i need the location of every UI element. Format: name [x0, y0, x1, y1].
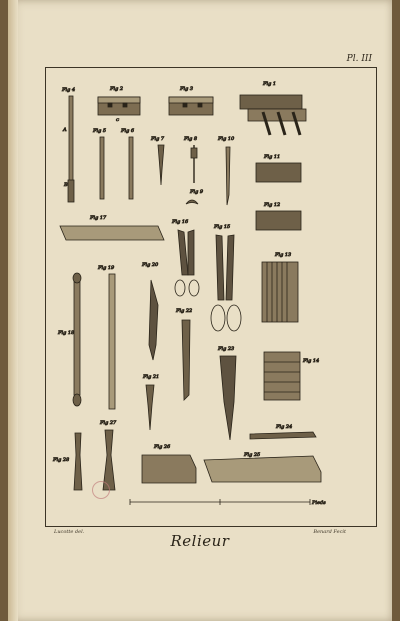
fig-9-claw: [186, 200, 198, 204]
fig-11-label: Fig 11: [264, 154, 281, 160]
fig-6-rod: [129, 137, 133, 199]
fig-25-label: Fig 25: [244, 452, 261, 458]
fig-13-label: Fig 13: [275, 252, 292, 258]
fig-12-label: Fig 12: [264, 202, 281, 208]
fig-27-label: Fig 27: [100, 420, 117, 426]
scale-label: Pieds: [312, 500, 326, 506]
fig-26-label: Fig 26: [154, 444, 171, 450]
fig-9-label: Fig 9: [190, 189, 204, 195]
fig-2-label: Fig 2: [110, 86, 124, 92]
fig-15-label: Fig 15: [214, 224, 231, 230]
fig-22-label: Fig 22: [176, 308, 193, 314]
fig-25-plank: [204, 456, 321, 482]
fig-23-label: Fig 23: [218, 346, 235, 352]
plate-number: Pl. III: [346, 54, 372, 64]
scale-bar: [130, 499, 310, 505]
fig-28-tool: [74, 433, 82, 490]
fig-6-label: Fig 6: [121, 128, 135, 134]
letter-b: B: [64, 182, 68, 188]
fig-24-label: Fig 24: [276, 424, 293, 430]
fig-11-block: [256, 163, 301, 182]
fig-22-blade: [182, 320, 190, 400]
fig-12-block: [256, 211, 301, 230]
fig-7-label: Fig 7: [151, 136, 165, 142]
fig-23-knife: [220, 356, 236, 440]
draughtsman-credit: Lucotte del.: [54, 529, 85, 535]
letter-a: A: [63, 127, 67, 133]
fig-28-label: Fig 28: [53, 457, 70, 463]
fig-16-shears: [175, 230, 199, 296]
fig-14-label: Fig 14: [303, 358, 320, 364]
fig-20-knife: [149, 280, 158, 360]
plate-title: Relieur: [170, 532, 230, 550]
fig-5-rod: [100, 137, 104, 199]
fig-15-scissors: [211, 235, 241, 331]
fig-4-tool: [68, 96, 74, 202]
letter-c: C: [116, 117, 120, 122]
library-stamp: [92, 481, 110, 499]
fig-3-block: [169, 97, 213, 115]
fig-1-label: Fig 1: [263, 81, 277, 87]
fig-24-folder: [250, 432, 316, 439]
fig-19-label: Fig 19: [98, 265, 115, 271]
fig-19-ruler: [109, 274, 115, 409]
fig-10-needle: [226, 147, 230, 205]
engraving-page: [8, 0, 392, 621]
fig-7-chisel: [158, 145, 164, 185]
fig-17-board: [60, 226, 164, 240]
fig-21-label: Fig 21: [143, 374, 160, 380]
fig-14-stack: [264, 352, 300, 400]
fig-21-tool: [146, 385, 154, 430]
fig-10-label: Fig 10: [218, 136, 235, 142]
fig-2-block: [98, 97, 140, 115]
fig-16-label: Fig 16: [172, 219, 189, 225]
fig-20-label: Fig 20: [142, 262, 159, 268]
fig-13-stack: [262, 262, 298, 322]
fig-1-press: [240, 95, 306, 135]
fig-5-label: Fig 5: [93, 128, 107, 134]
engraver-credit: Benard Fecit: [313, 529, 346, 535]
fig-18-rod: [73, 273, 81, 406]
plate-illustration: [8, 0, 392, 621]
fig-8-label: Fig 8: [184, 136, 198, 142]
fig-18-label: Fig 18: [58, 330, 75, 336]
fig-17-label: Fig 17: [90, 215, 107, 221]
fig-8-awl: [191, 145, 197, 183]
fig-26-block: [142, 455, 196, 483]
fig-4-label: Fig 4: [62, 87, 76, 93]
fig-3-label: Fig 3: [180, 86, 194, 92]
